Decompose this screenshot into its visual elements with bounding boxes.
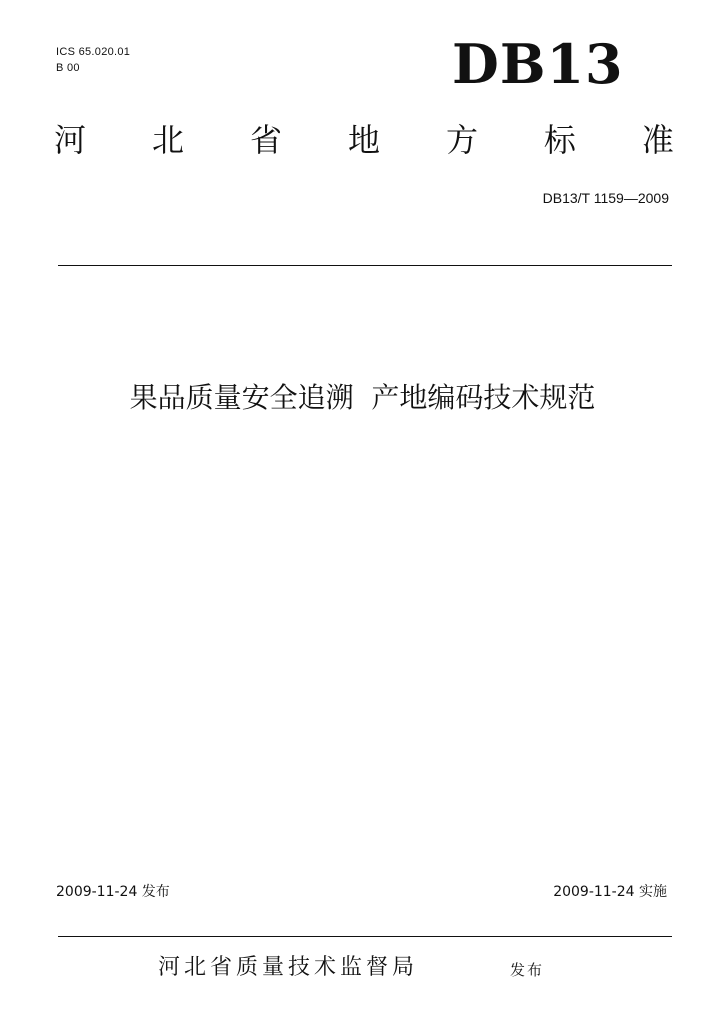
db13-logo: DB13 bbox=[452, 32, 624, 96]
classification-codes bbox=[56, 44, 130, 76]
document-title: 果品质量安全追溯 产地编码技术规范 bbox=[129, 381, 596, 414]
standard-type-char: 省 bbox=[249, 121, 282, 159]
publish-label: 发布 bbox=[510, 961, 545, 979]
implementation-date: 2009-11-24 实施 bbox=[553, 884, 667, 900]
publisher-name: 河北省质量技术监督局 bbox=[158, 955, 419, 980]
standard-type-char: 河 bbox=[54, 121, 87, 159]
standard-type-char: 方 bbox=[445, 121, 478, 159]
ics-code: ICS 65.020.01 bbox=[56, 46, 131, 58]
bottom-divider bbox=[58, 936, 672, 937]
standard-number: DB13/T 1159—2009 bbox=[542, 190, 669, 206]
issue-date: 2009-11-24 发布 bbox=[56, 884, 170, 900]
standard-type-heading bbox=[54, 116, 674, 164]
standard-type-char: 地 bbox=[347, 121, 380, 159]
standard-type-char: 北 bbox=[151, 121, 184, 159]
top-divider bbox=[58, 265, 672, 266]
category-code: B 00 bbox=[56, 62, 80, 74]
standard-type-char: 标 bbox=[543, 121, 576, 159]
standard-type-char: 准 bbox=[641, 121, 674, 159]
